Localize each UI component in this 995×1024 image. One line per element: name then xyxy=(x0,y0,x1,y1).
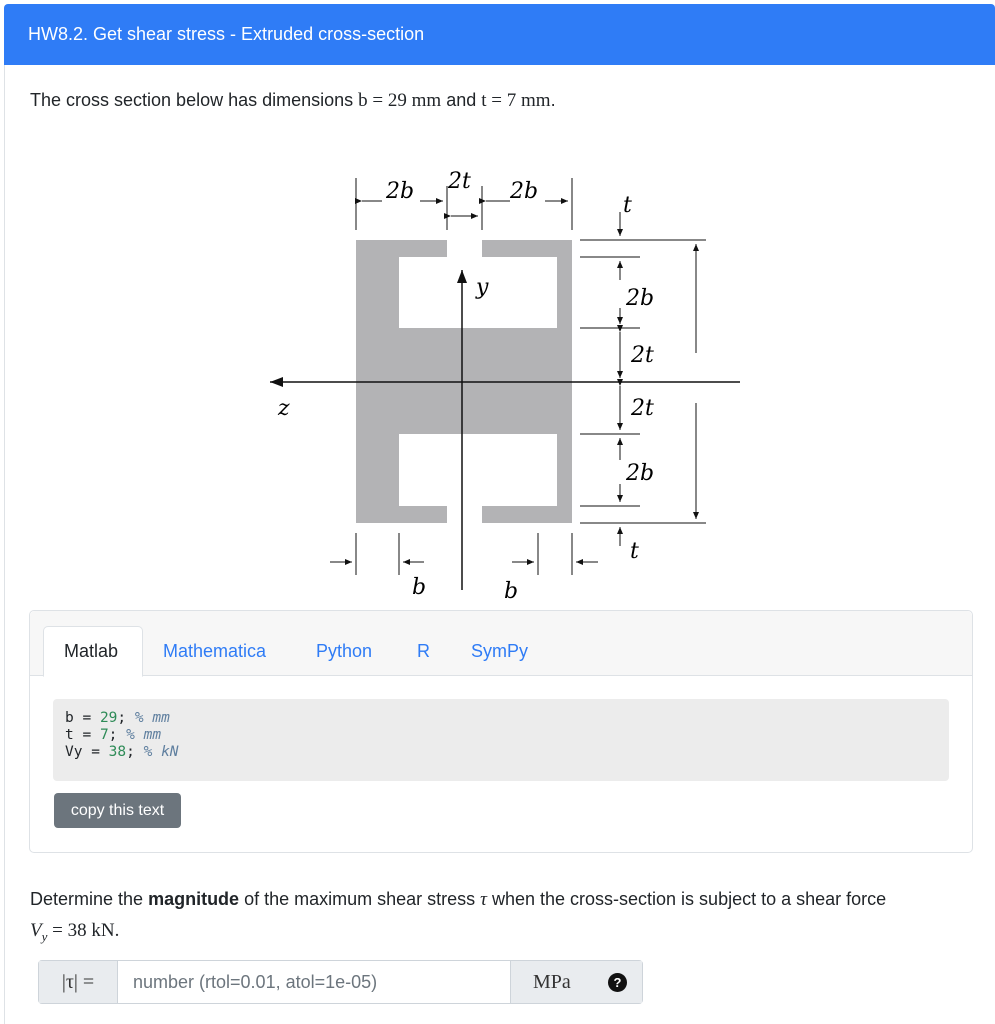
code-line: b = 29; % mm xyxy=(65,710,170,726)
answer-input-group xyxy=(38,960,643,1004)
answer-input[interactable] xyxy=(119,961,509,1003)
t-dimension: t = 7 mm xyxy=(481,90,551,111)
bottom-b-right-label: b xyxy=(504,579,519,604)
force-symbol: V xyxy=(30,920,42,941)
tab-sympy[interactable]: SymPy xyxy=(471,641,529,661)
code-tabs-card xyxy=(29,610,973,853)
code-value: 7 xyxy=(99,727,109,743)
intro-prefix: The cross section below has dimensions xyxy=(30,90,359,110)
code-block[interactable] xyxy=(53,699,949,781)
right-dimension-lines xyxy=(580,212,706,546)
code-comment: % kN xyxy=(143,744,179,760)
tab-matlab[interactable]: Matlab xyxy=(43,626,143,677)
bottom-b-left-label: b xyxy=(412,575,427,600)
force-subscript: y xyxy=(41,928,48,944)
question-title-bar xyxy=(4,4,995,65)
top-2b-left-label: 2b xyxy=(386,179,415,204)
force-value: = 38 kN. xyxy=(47,920,120,941)
bottom-t-label: t xyxy=(630,539,639,564)
z-axis-label: z xyxy=(278,396,290,421)
unit-label: MPa xyxy=(533,971,571,993)
tau-symbol: τ xyxy=(480,889,487,910)
question-part1: Determine the xyxy=(30,889,149,909)
right-2b-bottom-label: 2b xyxy=(626,461,655,486)
b-dimension: b = 29 mm xyxy=(358,90,442,111)
code-line: t = 7; % mm xyxy=(65,727,162,743)
help-icon[interactable]: ? xyxy=(608,973,627,992)
shear-force xyxy=(30,920,120,944)
question-part2: of the maximum shear stress xyxy=(239,889,481,909)
code-var: b xyxy=(65,710,74,726)
intro-and: and xyxy=(441,90,482,110)
right-2t-top-label: 2t xyxy=(631,343,654,368)
tab-r[interactable]: R xyxy=(417,641,430,661)
code-tabs-header xyxy=(30,611,972,676)
code-var: t xyxy=(65,727,74,743)
cross-section-figure xyxy=(240,150,760,610)
top-2t-label: 2t xyxy=(448,169,471,194)
answer-label: |τ| = xyxy=(39,961,118,1003)
tab-python[interactable]: Python xyxy=(316,641,373,661)
code-comment: % mm xyxy=(126,727,162,743)
top-t-label: t xyxy=(623,193,632,218)
right-2b-top-label: 2b xyxy=(626,286,655,311)
code-comment: % mm xyxy=(134,710,170,726)
code-value: 38 xyxy=(108,744,127,760)
right-2t-bottom-label: 2t xyxy=(631,396,654,421)
question-part3: when the cross-section is subject to a shear force xyxy=(486,889,887,909)
question-emphasis: magnitude xyxy=(148,889,240,909)
code-var: Vy xyxy=(65,744,83,760)
copy-text-button[interactable]: copy this text xyxy=(54,793,181,828)
answer-unit-addon xyxy=(510,961,642,1003)
code-value: 29 xyxy=(99,710,118,726)
code-line: Vy = 38; % kN xyxy=(65,744,179,760)
question-title: HW8.2. Get shear stress - Extruded cross-section xyxy=(28,24,425,44)
bottom-dimension-lines xyxy=(330,533,598,575)
question-text xyxy=(30,884,980,952)
tab-mathematica[interactable]: Mathematica xyxy=(163,641,267,661)
y-axis-label: y xyxy=(476,275,489,300)
intro-text xyxy=(30,90,556,112)
top-2b-right-label: 2b xyxy=(510,179,539,204)
intro-suffix: . xyxy=(550,90,556,110)
